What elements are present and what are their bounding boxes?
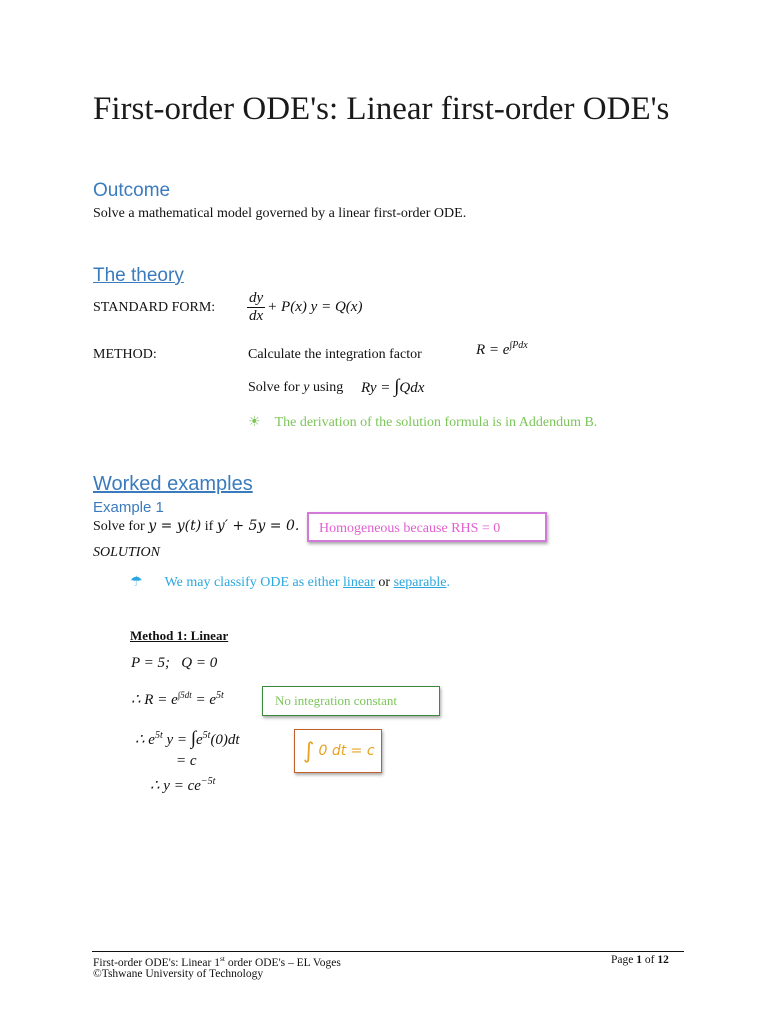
standard-form-label: STANDARD FORM: [93, 300, 216, 315]
homogeneous-callout: Homogeneous because RHS = 0 [307, 512, 547, 542]
sun-icon: ☀ [248, 415, 261, 430]
integral-callout: ∫ 0 dt = c [294, 729, 382, 773]
umbrella-icon: ☂ [130, 575, 143, 590]
example-problem: Solve for y = y(t) if y′ + 5y = 0. [93, 518, 300, 534]
footer-left-line1: First-order ODE's: Linear 1st order ODE's – EL Voges [93, 954, 341, 969]
page-number: Page 1 of 12 [611, 954, 669, 966]
theory-heading: The theory [93, 265, 184, 286]
footer-divider [92, 951, 684, 952]
page-title: First-order ODE's: Linear first-order ODE's [93, 91, 670, 127]
worked-examples-heading: Worked examples [93, 473, 253, 495]
method-step2: Solve for y using [248, 380, 344, 395]
no-constant-callout: No integration constant [262, 686, 440, 716]
standard-form-equation: $\frac{dy}{dx}$ + P(x) y = Q(x) [249, 290, 363, 324]
integration-factor-formula: $R = e^{\int Pdx}$ [476, 340, 528, 358]
method-step1: Calculate the integration factor [248, 347, 422, 362]
equals-c: = c [176, 753, 197, 769]
final-solution: ∴ $y = ce^{-5t}$ [150, 776, 216, 794]
solution-label: SOLUTION [93, 545, 160, 560]
separable-link[interactable]: separable [393, 575, 447, 590]
outcome-heading: Outcome [93, 180, 171, 201]
footer-left-line2: ©Tshwane University of Technology [93, 968, 264, 980]
derivation-note: ☀ The derivation of the solution formula is in Addendum B. [248, 415, 598, 430]
outcome-text: Solve a mathematical model governed by a linear first-order ODE. [93, 206, 467, 221]
integration-step: ∴ $e^{5t}$ $y = \int e^{5t}(0)dt$ [135, 728, 240, 749]
linear-link[interactable]: linear [343, 575, 375, 590]
example-heading: Example 1 [93, 499, 164, 516]
method1-heading: Method 1: Linear [130, 628, 229, 643]
classify-note: ☂ We may classify ODE as either linear or separable. [130, 575, 450, 590]
pq-values: P = 5; Q = 0 [131, 655, 218, 671]
solution-formula: Ry = ∫Qdx [361, 376, 425, 397]
method-label: METHOD: [93, 347, 157, 362]
r-computation: ∴ $R = e^{\int 5dt} = e^{5t}$ [131, 690, 224, 708]
